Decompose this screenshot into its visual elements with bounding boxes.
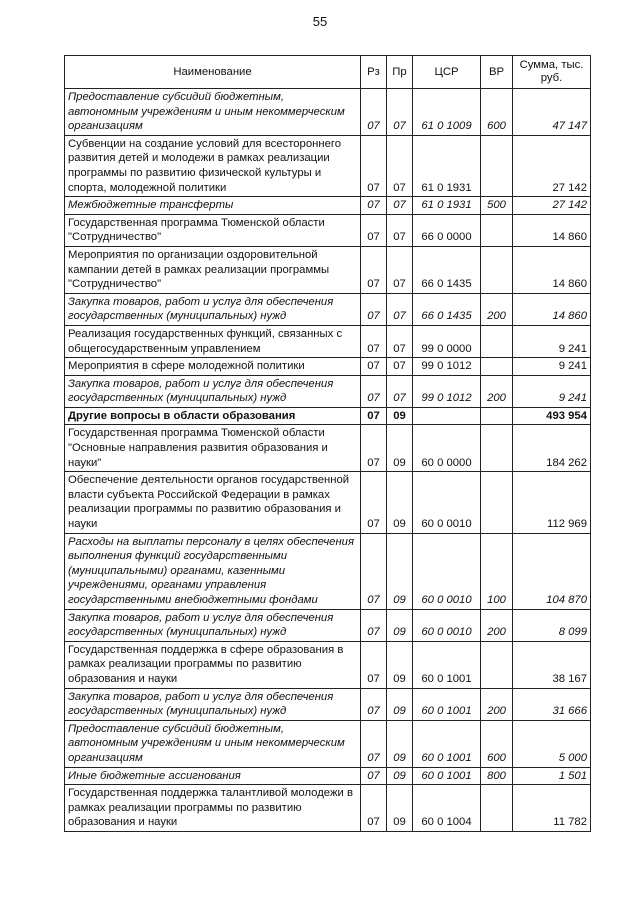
table-row xyxy=(65,214,591,246)
cell-vr: 600 xyxy=(481,89,513,136)
cell-sum: 14 860 xyxy=(513,214,591,246)
cell-vr xyxy=(481,785,513,832)
table-row xyxy=(65,425,591,472)
table-row xyxy=(65,767,591,785)
header-rz: Рз xyxy=(361,56,387,89)
table-row xyxy=(65,293,591,325)
cell-rz: 07 xyxy=(361,641,387,688)
cell-rz: 07 xyxy=(361,135,387,196)
cell-name: Межбюджетные трансферты xyxy=(65,197,361,215)
cell-csr xyxy=(413,407,481,425)
cell-csr: 99 0 0000 xyxy=(413,325,481,357)
cell-name: Закупка товаров, работ и услуг для обеспечения государственных (муниципальных) нужд xyxy=(65,293,361,325)
cell-vr: 600 xyxy=(481,720,513,767)
table-row xyxy=(65,407,591,425)
cell-name: Другие вопросы в области образования xyxy=(65,407,361,425)
cell-vr xyxy=(481,246,513,293)
table-row xyxy=(65,358,591,376)
cell-sum: 9 241 xyxy=(513,325,591,357)
table-row xyxy=(65,688,591,720)
cell-csr: 60 0 0010 xyxy=(413,533,481,609)
cell-sum: 5 000 xyxy=(513,720,591,767)
cell-csr: 61 0 1931 xyxy=(413,197,481,215)
cell-pr: 07 xyxy=(387,325,413,357)
cell-sum: 14 860 xyxy=(513,293,591,325)
cell-rz: 07 xyxy=(361,214,387,246)
cell-vr xyxy=(481,641,513,688)
budget-table xyxy=(64,55,591,832)
cell-sum: 112 969 xyxy=(513,472,591,533)
cell-csr: 99 0 1012 xyxy=(413,375,481,407)
cell-pr: 09 xyxy=(387,609,413,641)
cell-vr xyxy=(481,358,513,376)
cell-vr: 200 xyxy=(481,609,513,641)
cell-rz: 07 xyxy=(361,407,387,425)
cell-pr: 07 xyxy=(387,214,413,246)
table-row xyxy=(65,375,591,407)
cell-sum: 104 870 xyxy=(513,533,591,609)
cell-sum: 38 167 xyxy=(513,641,591,688)
header-csr: ЦСР xyxy=(413,56,481,89)
cell-sum: 9 241 xyxy=(513,358,591,376)
cell-sum: 47 147 xyxy=(513,89,591,136)
cell-sum: 184 262 xyxy=(513,425,591,472)
cell-pr: 09 xyxy=(387,641,413,688)
cell-name: Закупка товаров, работ и услуг для обеспечения государственных (муниципальных) нужд xyxy=(65,375,361,407)
cell-csr: 61 0 1009 xyxy=(413,89,481,136)
cell-csr: 60 0 1001 xyxy=(413,720,481,767)
cell-sum: 27 142 xyxy=(513,135,591,196)
cell-pr: 09 xyxy=(387,533,413,609)
table-row xyxy=(65,472,591,533)
cell-vr xyxy=(481,472,513,533)
table-row xyxy=(65,197,591,215)
cell-rz: 07 xyxy=(361,425,387,472)
cell-csr: 60 0 0000 xyxy=(413,425,481,472)
cell-vr: 500 xyxy=(481,197,513,215)
cell-pr: 07 xyxy=(387,358,413,376)
cell-pr: 09 xyxy=(387,472,413,533)
cell-name: Мероприятия по организации оздоровительной кампании детей в рамках реализации программы "Сотрудничество" xyxy=(65,246,361,293)
cell-name: Иные бюджетные ассигнования xyxy=(65,767,361,785)
cell-sum: 9 241 xyxy=(513,375,591,407)
cell-vr: 200 xyxy=(481,293,513,325)
cell-vr xyxy=(481,407,513,425)
cell-rz: 07 xyxy=(361,89,387,136)
cell-name: Обеспечение деятельности органов государственной власти субъекта Российской Федерации в рамках реализации программы по развитию образования и науки xyxy=(65,472,361,533)
cell-rz: 07 xyxy=(361,688,387,720)
table-row xyxy=(65,641,591,688)
cell-pr: 07 xyxy=(387,197,413,215)
table-row xyxy=(65,785,591,832)
table-row xyxy=(65,720,591,767)
cell-rz: 07 xyxy=(361,325,387,357)
header-sum: Сумма, тыс. руб. xyxy=(513,56,591,89)
cell-vr: 200 xyxy=(481,375,513,407)
cell-csr: 61 0 1931 xyxy=(413,135,481,196)
cell-name: Предоставление субсидий бюджетным, автономным учреждениям и иным некоммерческим организациям xyxy=(65,89,361,136)
cell-rz: 07 xyxy=(361,293,387,325)
header-name: Наименование xyxy=(65,56,361,89)
table-row xyxy=(65,533,591,609)
header-vr: ВР xyxy=(481,56,513,89)
cell-name: Государственная поддержка в сфере образования в рамках реализации программы по развитию образования и науки xyxy=(65,641,361,688)
cell-name: Субвенции на создание условий для всестороннего развития детей и молодежи в рамках реализации программы по развитию физической культуры и спорта, молодежной политики xyxy=(65,135,361,196)
cell-name: Государственная программа Тюменской области "Сотрудничество" xyxy=(65,214,361,246)
cell-pr: 09 xyxy=(387,785,413,832)
cell-sum: 27 142 xyxy=(513,197,591,215)
cell-csr: 60 0 1001 xyxy=(413,767,481,785)
cell-csr: 60 0 1001 xyxy=(413,641,481,688)
cell-rz: 07 xyxy=(361,785,387,832)
cell-sum: 14 860 xyxy=(513,246,591,293)
cell-rz: 07 xyxy=(361,375,387,407)
cell-vr: 200 xyxy=(481,688,513,720)
cell-pr: 07 xyxy=(387,89,413,136)
cell-rz: 07 xyxy=(361,767,387,785)
cell-rz: 07 xyxy=(361,720,387,767)
cell-name: Государственная программа Тюменской области "Основные направления развития образования и науки" xyxy=(65,425,361,472)
cell-name: Реализация государственных функций, связанных с общегосударственным управлением xyxy=(65,325,361,357)
cell-pr: 09 xyxy=(387,767,413,785)
page-number: 55 xyxy=(312,14,328,29)
table-row xyxy=(65,609,591,641)
cell-csr: 60 0 1004 xyxy=(413,785,481,832)
cell-pr: 09 xyxy=(387,407,413,425)
cell-csr: 99 0 1012 xyxy=(413,358,481,376)
cell-sum: 8 099 xyxy=(513,609,591,641)
cell-name: Расходы на выплаты персоналу в целях обеспечения выполнения функций государственными (муниципальными) органами, казенными учреждениями, органами управления государственными внебюджетными фондами xyxy=(65,533,361,609)
cell-csr: 66 0 1435 xyxy=(413,246,481,293)
table-row xyxy=(65,89,591,136)
cell-vr xyxy=(481,214,513,246)
header-pr: Пр xyxy=(387,56,413,89)
cell-rz: 07 xyxy=(361,609,387,641)
table-header-row xyxy=(65,56,591,89)
cell-rz: 07 xyxy=(361,472,387,533)
cell-pr: 07 xyxy=(387,135,413,196)
cell-pr: 09 xyxy=(387,425,413,472)
table-row xyxy=(65,325,591,357)
cell-sum: 493 954 xyxy=(513,407,591,425)
cell-name: Государственная поддержка талантливой молодежи в рамках реализации программы по развитию образования и науки xyxy=(65,785,361,832)
cell-rz: 07 xyxy=(361,533,387,609)
cell-vr: 800 xyxy=(481,767,513,785)
cell-name: Закупка товаров, работ и услуг для обеспечения государственных (муниципальных) нужд xyxy=(65,609,361,641)
cell-rz: 07 xyxy=(361,246,387,293)
cell-sum: 11 782 xyxy=(513,785,591,832)
cell-pr: 09 xyxy=(387,688,413,720)
cell-sum: 1 501 xyxy=(513,767,591,785)
cell-rz: 07 xyxy=(361,358,387,376)
cell-csr: 66 0 0000 xyxy=(413,214,481,246)
cell-vr xyxy=(481,425,513,472)
table-row xyxy=(65,135,591,196)
cell-sum: 31 666 xyxy=(513,688,591,720)
cell-vr xyxy=(481,325,513,357)
cell-name: Предоставление субсидий бюджетным, автономным учреждениям и иным некоммерческим организациям xyxy=(65,720,361,767)
cell-pr: 07 xyxy=(387,375,413,407)
cell-name: Мероприятия в сфере молодежной политики xyxy=(65,358,361,376)
cell-rz: 07 xyxy=(361,197,387,215)
cell-csr: 60 0 0010 xyxy=(413,609,481,641)
cell-csr: 66 0 1435 xyxy=(413,293,481,325)
cell-pr: 07 xyxy=(387,293,413,325)
cell-vr xyxy=(481,135,513,196)
table-row xyxy=(65,246,591,293)
cell-csr: 60 0 0010 xyxy=(413,472,481,533)
cell-pr: 09 xyxy=(387,720,413,767)
cell-csr: 60 0 1001 xyxy=(413,688,481,720)
cell-pr: 07 xyxy=(387,246,413,293)
cell-vr: 100 xyxy=(481,533,513,609)
cell-name: Закупка товаров, работ и услуг для обеспечения государственных (муниципальных) нужд xyxy=(65,688,361,720)
